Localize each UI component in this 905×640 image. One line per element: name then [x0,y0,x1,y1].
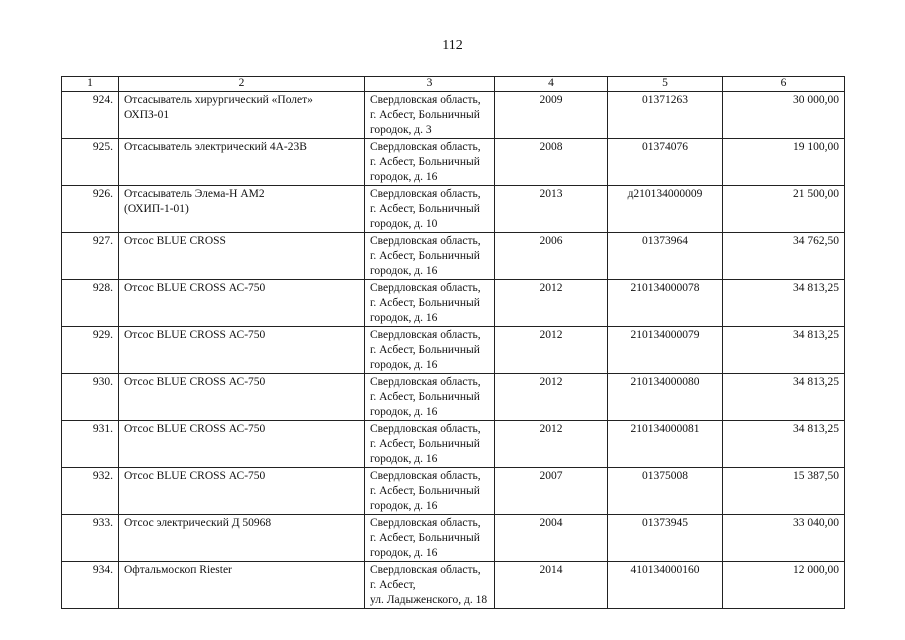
row-number-cell: 932. [62,468,119,515]
item-name-line: Отсос BLUE CROSS АС-750 [124,423,266,435]
header-row [62,77,845,92]
item-name-line: ОХПЗ-01 [124,109,170,121]
address-line: Свердловская область, [370,141,481,153]
header-col-5: 5 [608,77,723,92]
item-name-cell [119,92,365,139]
table-row [62,92,845,139]
item-name-line: Отсос BLUE CROSS [124,235,226,247]
table-header [62,77,845,92]
item-name-line: Отсос BLUE CROSS АС-750 [124,282,266,294]
address-line: городок, д. 16 [370,171,438,183]
address-line: городок, д. 16 [370,453,438,465]
address-line: Свердловская область, [370,282,481,294]
header-col-6: 6 [723,77,845,92]
address-line: г. Асбест, Больничный [370,391,480,403]
table-row [62,421,845,468]
cost-cell: 34 813,25 [723,421,845,468]
address-cell [365,562,495,609]
year-cell: 2014 [495,562,608,609]
address-line: городок, д. 16 [370,406,438,418]
cost-cell: 15 387,50 [723,468,845,515]
address-line: Свердловская область, [370,564,481,576]
address-cell [365,515,495,562]
item-name-line: Отсасыватель хирургический «Полет» [124,94,313,106]
address-cell [365,327,495,374]
header-col-3: 3 [365,77,495,92]
item-name-cell [119,468,365,515]
address-line: Свердловская область, [370,188,481,200]
table-row [62,139,845,186]
item-name-cell [119,280,365,327]
address-line: городок, д. 16 [370,547,438,559]
row-number-cell: 924. [62,92,119,139]
address-cell [365,421,495,468]
address-line: г. Асбест, Больничный [370,532,480,544]
address-line: городок, д. 16 [370,500,438,512]
table-row [62,515,845,562]
address-line: г. Асбест, Больничный [370,250,480,262]
address-cell [365,280,495,327]
year-cell: 2007 [495,468,608,515]
cost-cell: 34 813,25 [723,280,845,327]
year-cell: 2012 [495,421,608,468]
cost-cell: 34 813,25 [723,374,845,421]
year-cell: 2013 [495,186,608,233]
table-body [62,92,845,609]
address-cell [365,374,495,421]
year-cell: 2012 [495,374,608,421]
cost-cell: 33 040,00 [723,515,845,562]
item-name-cell [119,233,365,280]
inventory-number-cell: д210134000009 [608,186,723,233]
table-row [62,327,845,374]
header-col-1: 1 [62,77,119,92]
address-line: городок, д. 3 [370,124,432,136]
address-cell [365,468,495,515]
address-line: городок, д. 10 [370,218,438,230]
row-number-cell: 934. [62,562,119,609]
address-line: г. Асбест, Больничный [370,156,480,168]
table-row [62,280,845,327]
inventory-number-cell: 410134000160 [608,562,723,609]
address-cell [365,139,495,186]
inventory-number-cell: 210134000078 [608,280,723,327]
address-line: городок, д. 16 [370,359,438,371]
registry-table [61,76,845,609]
address-line: ул. Ладыженского, д. 18 [370,594,488,606]
header-col-4: 4 [495,77,608,92]
item-name-line: Отсос BLUE CROSS АС-750 [124,329,266,341]
cost-cell: 21 500,00 [723,186,845,233]
row-number-cell: 933. [62,515,119,562]
table-row [62,374,845,421]
row-number-cell: 931. [62,421,119,468]
row-number-cell: 926. [62,186,119,233]
item-name-line: Отсасыватель электрический 4А-23В [124,141,307,153]
item-name-line: Отсос BLUE CROSS АС-750 [124,376,266,388]
inventory-number-cell: 01375008 [608,468,723,515]
address-line: г. Асбест, Больничный [370,344,480,356]
address-line: Свердловская область, [370,235,481,247]
inventory-number-cell: 01373964 [608,233,723,280]
address-line: Свердловская область, [370,376,481,388]
year-cell: 2006 [495,233,608,280]
item-name-cell [119,374,365,421]
cost-cell: 30 000,00 [723,92,845,139]
cost-cell: 34 762,50 [723,233,845,280]
item-name-line: Отсасыватель Элема-Н АМ2 [124,188,265,200]
cost-cell: 12 000,00 [723,562,845,609]
address-line: Свердловская область, [370,517,481,529]
row-number-cell: 930. [62,374,119,421]
year-cell: 2008 [495,139,608,186]
item-name-line: Отсос электрический Д 50968 [124,517,272,529]
item-name-line: Офтальмоскоп Riester [124,564,232,576]
inventory-number-cell: 01374076 [608,139,723,186]
item-name-cell [119,186,365,233]
address-line: Свердловская область, [370,423,481,435]
cost-cell: 19 100,00 [723,139,845,186]
item-name-cell [119,562,365,609]
address-line: г. Асбест, [370,579,416,591]
address-line: Свердловская область, [370,470,481,482]
address-line: городок, д. 16 [370,312,438,324]
cost-cell: 34 813,25 [723,327,845,374]
address-cell [365,186,495,233]
year-cell: 2012 [495,327,608,374]
inventory-number-cell: 01371263 [608,92,723,139]
address-line: г. Асбест, Больничный [370,485,480,497]
table-row [62,186,845,233]
address-line: г. Асбест, Больничный [370,438,480,450]
row-number-cell: 928. [62,280,119,327]
row-number-cell: 927. [62,233,119,280]
address-line: городок, д. 16 [370,265,438,277]
address-line: Свердловская область, [370,329,481,341]
item-name-cell [119,421,365,468]
year-cell: 2012 [495,280,608,327]
address-cell [365,92,495,139]
address-line: Свердловская область, [370,94,481,106]
year-cell: 2009 [495,92,608,139]
address-cell [365,233,495,280]
year-cell: 2004 [495,515,608,562]
row-number-cell: 925. [62,139,119,186]
address-line: г. Асбест, Больничный [370,203,480,215]
inventory-number-cell: 210134000080 [608,374,723,421]
table-row [62,562,845,609]
item-name-cell [119,515,365,562]
page-number: 112 [442,38,463,53]
address-line: г. Асбест, Больничный [370,297,480,309]
item-name-cell [119,327,365,374]
item-name-line: (ОХИП-1-01) [124,203,189,215]
item-name-cell [119,139,365,186]
inventory-number-cell: 01373945 [608,515,723,562]
table-row [62,468,845,515]
row-number-cell: 929. [62,327,119,374]
inventory-number-cell: 210134000081 [608,421,723,468]
item-name-line: Отсос BLUE CROSS АС-750 [124,470,266,482]
table-row [62,233,845,280]
address-line: г. Асбест, Больничный [370,109,480,121]
header-col-2: 2 [119,77,365,92]
inventory-number-cell: 210134000079 [608,327,723,374]
